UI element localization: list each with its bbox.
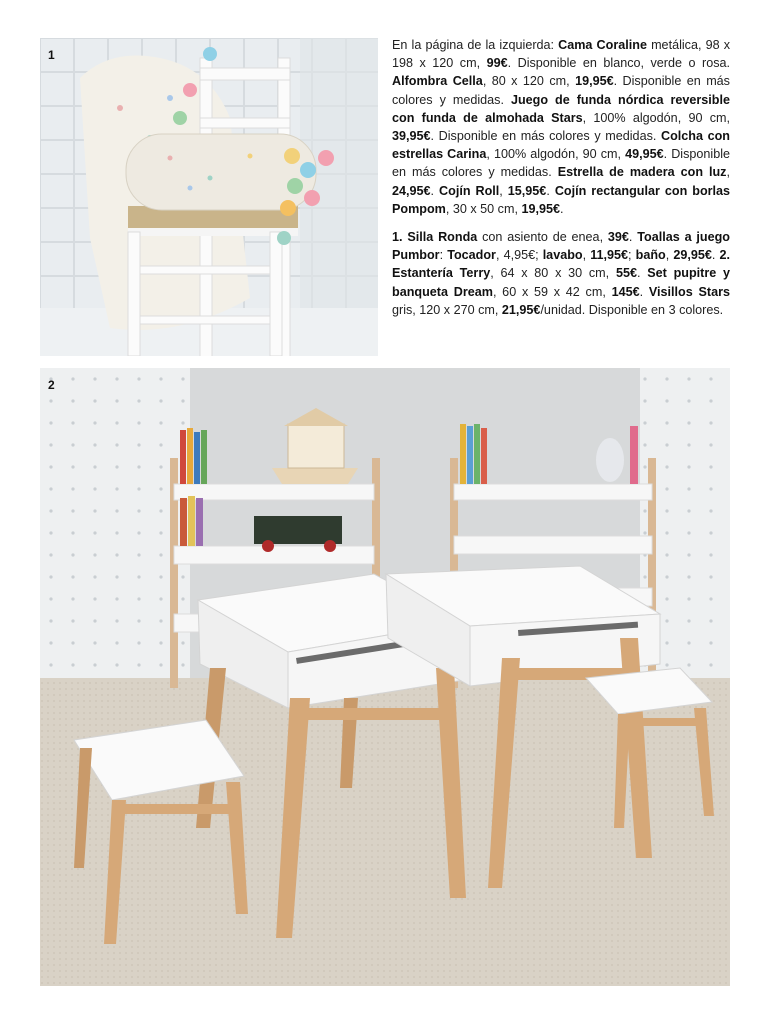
- price: 19,95€: [575, 74, 614, 89]
- text-span: , 64 x 80 x 30 cm,: [490, 266, 616, 281]
- text-span: .: [560, 201, 564, 216]
- price: 39,95€: [392, 129, 431, 144]
- product-name: Estrella de madera con luz: [557, 165, 727, 180]
- text-span: , 60 x 59 x 42 cm,: [492, 284, 612, 299]
- text-span: con asiento de enea,: [477, 230, 608, 245]
- price: 15,95€: [507, 183, 547, 198]
- text-span: gris, 120 x 270 cm,: [392, 302, 502, 317]
- product-name: Colcha con estrellas Carina: [392, 129, 730, 162]
- product-name: Cojín Roll: [439, 183, 500, 198]
- text-span: , 80 x 120 cm,: [482, 74, 576, 89]
- text-span: . Disponible en más colores y medidas.: [392, 74, 730, 107]
- text-span: .: [546, 183, 555, 198]
- product-name: Alfombra Cella: [392, 74, 483, 89]
- text-span: En la página de la izquierda:: [392, 38, 559, 52]
- paragraph-photo-products: [392, 228, 730, 319]
- price: 29,95€: [673, 248, 712, 263]
- text-span: , 30 x 50 cm,: [445, 201, 522, 216]
- text-span: .: [430, 183, 440, 198]
- price: 24,95€: [392, 183, 431, 198]
- text-span: ,: [726, 165, 730, 180]
- text-span: ,: [665, 248, 674, 263]
- text-span: . Disponible en más colores y medidas.: [392, 147, 731, 180]
- text-span: :: [439, 248, 448, 263]
- text-span: , 100% algodón, 90 cm,: [486, 147, 626, 162]
- price: 49,95€: [625, 147, 664, 162]
- text-span: ,: [582, 248, 591, 263]
- product-name: 2. Estantería Terry: [392, 248, 731, 281]
- product-name: baño: [635, 248, 666, 263]
- product-name: Cama Coraline: [558, 38, 647, 52]
- photo-chair-with-pillow: [40, 38, 378, 356]
- text-span: . Disponible en más colores y medidas.: [430, 129, 661, 144]
- product-name: Visillos Stars: [648, 284, 730, 299]
- product-description: [392, 36, 730, 329]
- price: 21,95€: [501, 302, 541, 317]
- text-span: ,: [499, 183, 508, 198]
- product-name: Cojín rectangular con borlas Pompom: [392, 183, 731, 216]
- text-span: . Disponible en blanco, verde o rosa.: [507, 56, 731, 71]
- text-span: , 4,95€;: [495, 248, 543, 263]
- text-span: .: [628, 230, 638, 245]
- photo-number-2: 2: [48, 378, 55, 392]
- price: 99€: [486, 56, 508, 71]
- furniture-illustration: [40, 368, 730, 986]
- product-name: Tocador: [447, 248, 496, 263]
- price: 39€: [607, 230, 629, 245]
- text-span: .: [639, 284, 649, 299]
- chair-illustration: [40, 38, 378, 356]
- photo-desks-and-shelves: [40, 368, 730, 986]
- product-name: Toallas a juego Pumbor: [392, 230, 730, 263]
- price: 145€: [611, 284, 640, 299]
- paragraph-left-page-products: [392, 36, 730, 218]
- text-span: , 100% algodón, 90 cm,: [582, 110, 730, 125]
- text-span: .: [636, 266, 648, 281]
- text-span: ;: [628, 248, 636, 263]
- photo-number-1: 1: [48, 48, 55, 62]
- price: 55€: [615, 266, 637, 281]
- product-name: Juego de funda nórdica reversible con funda de almohada Stars: [392, 92, 730, 125]
- price: 19,95€: [521, 201, 560, 216]
- text-span: .: [711, 248, 720, 263]
- product-name: Set pupitre y banqueta Dream: [392, 266, 731, 299]
- price: 11,95€: [590, 248, 629, 263]
- product-name: 1. Silla Ronda: [392, 230, 478, 245]
- product-name: lavabo: [542, 248, 583, 263]
- text-span: metálica, 98 x 198 x 120 cm,: [392, 38, 730, 71]
- text-span: /unidad. Disponible en 3 colores.: [540, 302, 724, 317]
